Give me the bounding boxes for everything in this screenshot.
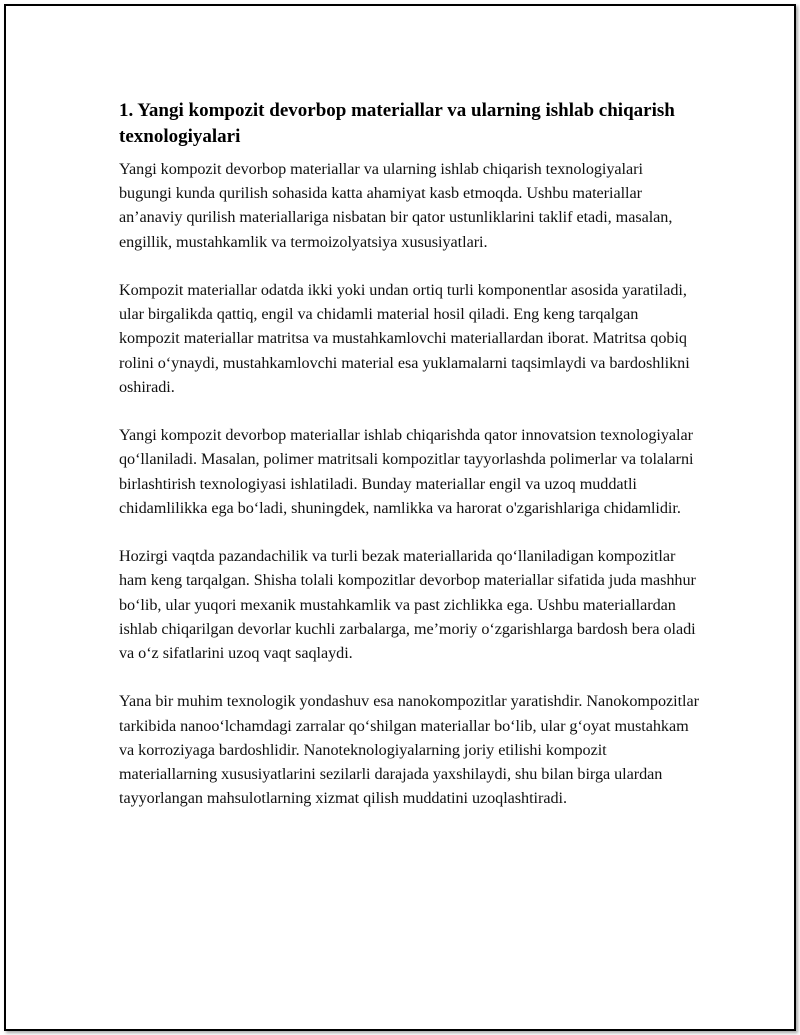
paragraph-technologies: Yangi kompozit devorbop materiallar ishlab chiqarishda qator innovatsion texnologiyalar qoʻllaniladi. Masalan, polimer matritsali kompozitlar tayyorlashda polimerlar va tolalarni birlashtirish texnologiyasi ishlatiladi. Bunday materiallar engil va uzoq muddatli chidamlilikka ega boʻladi, shuningdek, namlikka va harorat o'zgarishlariga chidamlidir. (119, 426, 694, 517)
paragraph-composition: Kompozit materiallar odatda ikki yoki undan ortiq turli komponentlar asosida yaratiladi, ular birgalikda qattiq, engil va chidamli material hosil qiladi. Eng keng tarqalgan kompozit materiallar matritsa va mustahkamlovchi materiallardan iborat. Matritsa qobiq rolini oʻynaydi, mustahkamlovchi material esa yuklamalarni taqsimlaydi va bardoshlikni oshiradi. (119, 281, 690, 396)
document-page (4, 4, 796, 1031)
paragraph-nanocomposites: Yana bir muhim texnologik yondashuv esa nanokompozitlar yaratishdir. Nanokompozitlar tarkibida nanooʻlchamdagi zarralar qoʻshilgan materiallar boʻlib, ular gʻoyat mustahkam va korroziyaga bardoshlidir. Nanoteknologiyalarning joriy etilishi kompozit materiallarning xususiyatlarini sezilarli darajada yaxshilaydi, shu bilan birga ulardan tayyorlangan mahsulotlarning xizmat qilish muddatini uzoqlashtiradi. (119, 692, 699, 808)
paragraph-fiberglass: Hozirgi vaqtda pazandachilik va turli bezak materiallarida qoʻllaniladigan kompozitlar ham keng tarqalgan. Shisha tolali kompozitlar devorbop materiallar sifatida juda mashhur boʻlib, ular yuqori mexanik mustahkamlik va past zichlikka ega. Ushbu materiallardan ishlab chiqarilgan devorlar kuchli zarbalarga, me’moriy oʻzgarishlarga bardosh bera oladi va oʻz sifatlarini uzoq vaqt saqlaydi. (119, 547, 696, 663)
paragraph-intro: Yangi kompozit devorbop materiallar va ularning ishlab chiqarish texnologiyalari bugungi kunda qurilish sohasida katta ahamiyat kasb etmoqda. Ushbu materiallar an’anaviy qurilish materiallariga nisbatan bir qator ustunliklarini taklif etadi, masalan, engillik, mustahkamlik va termoizolyatsiya xususiyatlari. (119, 160, 673, 251)
section-heading: 1. Yangi kompozit devorbop materiallar va ularning ishlab chiqarish texnologiyalari (119, 100, 675, 147)
document-content (119, 98, 699, 835)
